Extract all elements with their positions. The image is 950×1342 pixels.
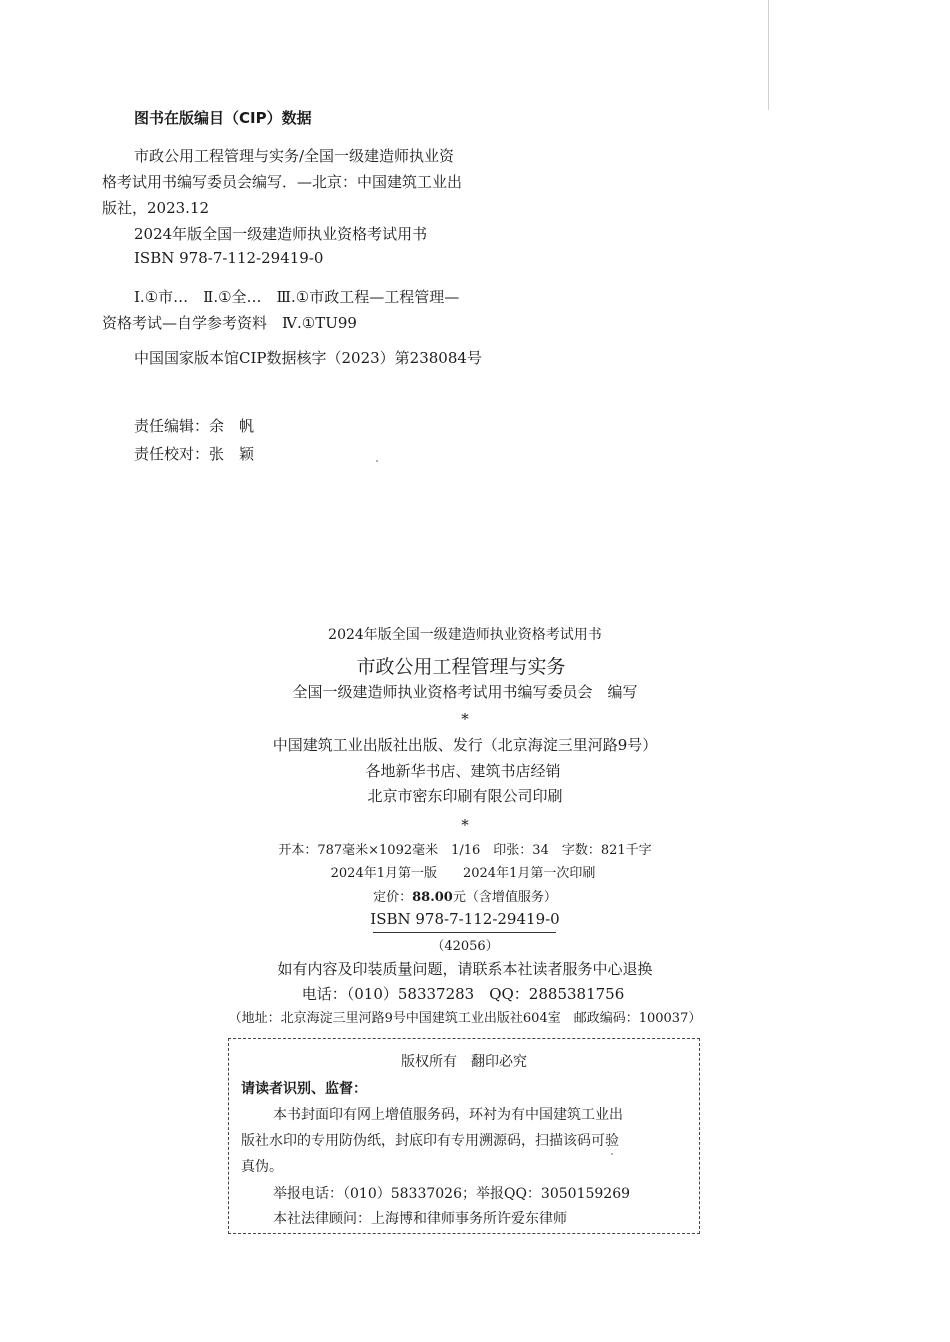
separator-star: * [461,816,469,834]
cip-classification: Ⅰ.①市… Ⅱ.①全… Ⅲ.①市政工程—工程管理— [134,288,460,306]
price-label: 定价： [373,890,413,905]
price-value: 88.00 [412,890,453,905]
report-contact: 举报电话：（010）58337026；举报QQ：3050159269 [273,1186,631,1202]
isbn-line: ISBN 978-7-112-29419-0 [370,910,560,928]
series-name: 2024年版全国一级建造师执业资格考试用书 [328,627,602,643]
cip-line: 2024年版全国一级建造师执业资格考试用书 [134,225,428,243]
publisher-address: （地址：北京海淀三里河路9号中国建筑工业出版社604室 邮政编码：100037） [228,1011,702,1026]
notice-body-line: 版社水印的专用防伪纸，封底印有专用溯源码，扫描该码可验 [241,1133,619,1149]
cip-isbn: ISBN 978-7-112-29419-0 [134,249,324,267]
cip-catalog-number: 中国国家版本馆CIP数据核字（2023）第238084号 [134,349,482,367]
cip-heading: 图书在版编目（CIP）数据 [134,109,312,127]
legal-counsel: 本社法律顾问：上海博和律师事务所许爱东律师 [273,1211,567,1227]
printer-line: 北京市密东印刷有限公司印刷 [367,787,563,805]
book-title: 市政公用工程管理与实务 [356,656,566,678]
cip-line: 版社，2023.12 [102,199,210,217]
price-suffix: 元（含增值服务） [452,890,557,905]
cip-line: 格考试用书编写委员会编写．—北京：中国建筑工业出 [102,173,463,191]
format-line: 开本：787毫米×1092毫米 1/16 印张：34 字数：821千字 [278,843,652,858]
responsible-editor: 责任编辑：余 帆 [134,417,255,435]
edition-line: 2024年1月第一版 2024年1月第一次印刷 [330,866,596,881]
service-phone: 电话：（010）58337283 QQ：2885381756 [301,985,625,1003]
price-line [0,886,940,905]
quality-notice: 如有内容及印装质量问题，请联系本社读者服务中心退换 [277,960,653,978]
scan-speck [376,460,378,462]
catalog-code: （42056） [431,939,499,954]
reader-notice-heading: 请读者识别、监督： [241,1081,367,1097]
isbn-underline [373,932,556,933]
notice-body-line: 真伪。 [241,1159,283,1175]
notice-body-line: 本书封面印有网上增值服务码，环衬为有中国建筑工业出 [273,1107,623,1123]
separator-star: * [461,710,469,728]
responsible-proofreader: 责任校对：张 颖 [134,445,255,463]
copyright-notice-box [228,1038,700,1234]
cip-classification: 资格考试—自学参考资料 Ⅳ.①TU99 [102,314,357,332]
author-line: 全国一级建造师执业资格考试用书编写委员会 编写 [292,683,638,701]
copyright-title: 版权所有 翻印必究 [401,1054,527,1070]
distributor-line: 各地新华书店、建筑书店经销 [365,762,561,780]
publisher-line: 中国建筑工业出版社出版、发行（北京海淀三里河路9号） [272,736,658,754]
scan-edge-line [768,0,769,110]
cip-line: 市政公用工程管理与实务/全国一级建造师执业资 [134,147,455,165]
